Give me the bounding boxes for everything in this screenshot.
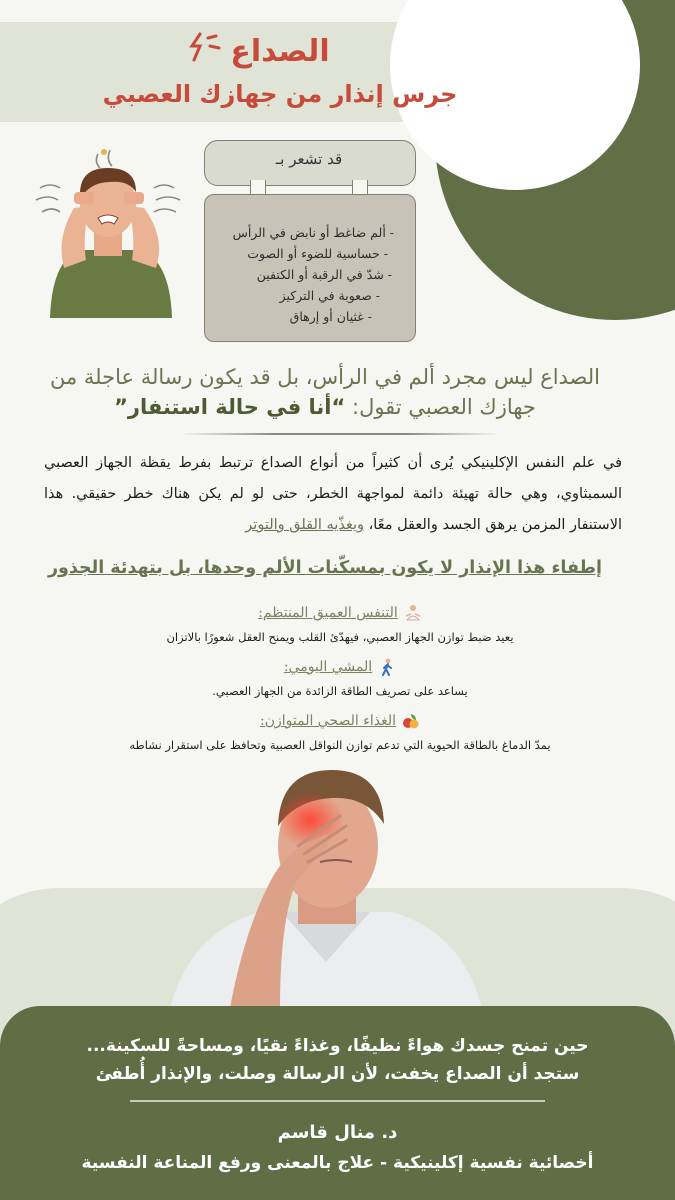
tip-title: التنفس العميق المنتظم: [258, 605, 398, 621]
intro-line-2 [30, 392, 620, 422]
tip-description: يعيد ضبط توازن الجهاز العصبي، فيهدّئ القلب ويمنح العقل شعورًا بالاتزان [166, 629, 514, 644]
healthy-food-icon [402, 712, 420, 730]
paragraph-text: في علم النفس الإكلينيكي يُرى أن كثيراً من أنواع الصداع ترتبط بفرط يقظة الجهاز العصبي السمبثاوي، وهي حالة تهيئة دائمة لمواجهة الخطر، حتى لو لم يكن هناك خطر حقيقي. هذا الاستنفار المزمن يرهق الجسد والعقل معًا، [44, 455, 622, 533]
author-role: أخصائية نفسية إكلينيكية - علاج بالمعنى ورفع المناعة النفسية [81, 1153, 594, 1173]
tip-walking [60, 656, 620, 698]
closing-divider [130, 1100, 545, 1102]
headache-man-photo [170, 762, 482, 1008]
explanation-paragraph [44, 448, 622, 541]
tip-nutrition [60, 710, 620, 752]
intro-line-2-prefix: جهازك العصبي تقول: [345, 395, 536, 419]
symptom-item: - غثيان أو إرهاق [289, 309, 372, 324]
symptoms-list [214, 222, 394, 327]
paragraph-highlight: ويغذّيه القلق والتوتر [245, 517, 364, 533]
tip-description: يساعد على تصريف الطاقة الزائدة من الجهاز العصبي. [212, 683, 468, 698]
page-title: الصداع [230, 34, 330, 69]
tip-title: الغذاء الصحي المتوازن: [260, 713, 396, 729]
key-message: إطفاء هذا الإنذار لا يكون بمسكّنات الألم وحدها، بل بتهدئة الجذور [47, 558, 603, 578]
symptom-item: - حساسية للضوء أو الصوت [247, 246, 388, 261]
closing-line-2: ستجد أن الصداع يخفت، لأن الرسالة وصلت، والإنذار أُطفئ [95, 1064, 580, 1084]
author-name: د. منال قاسم [277, 1122, 398, 1143]
symptom-item: - شدّ في الرقبة أو الكتفين [256, 267, 392, 282]
tip-breathing [60, 602, 620, 644]
walking-icon [378, 658, 396, 676]
intro-line-1: الصداع ليس مجرد ألم في الرأس، بل قد يكون رسالة عاجلة من [50, 365, 600, 389]
intro-statement [30, 362, 620, 422]
tip-description: يمدّ الدماغ بالطاقة الحيوية التي تدعم توازن النواقل العصبية وتحافظ على استقرار نشاطه [129, 737, 551, 752]
bubble-heading: قد تشعر بـ [275, 150, 343, 168]
section-divider [180, 433, 500, 435]
closing-message [40, 1032, 635, 1088]
page-subtitle: جرس إنذار من جهازك العصبي [102, 80, 458, 108]
headache-man-illustration [30, 148, 190, 318]
closing-line-1: حين تمنح جسدك هواءً نظيفًا، وغذاءً نقيًا، ومساحةً للسكينة... [86, 1036, 589, 1056]
symptom-item: - ألم ضاغط أو نابض في الرأس [232, 225, 394, 240]
symptom-item: - صعوبة في التركيز [279, 288, 380, 303]
headache-burst-icon [186, 30, 222, 70]
meditation-icon [404, 604, 422, 622]
tip-title: المشي اليومي: [283, 659, 373, 675]
intro-quote: “أنا في حالة استنفار” [114, 395, 346, 419]
